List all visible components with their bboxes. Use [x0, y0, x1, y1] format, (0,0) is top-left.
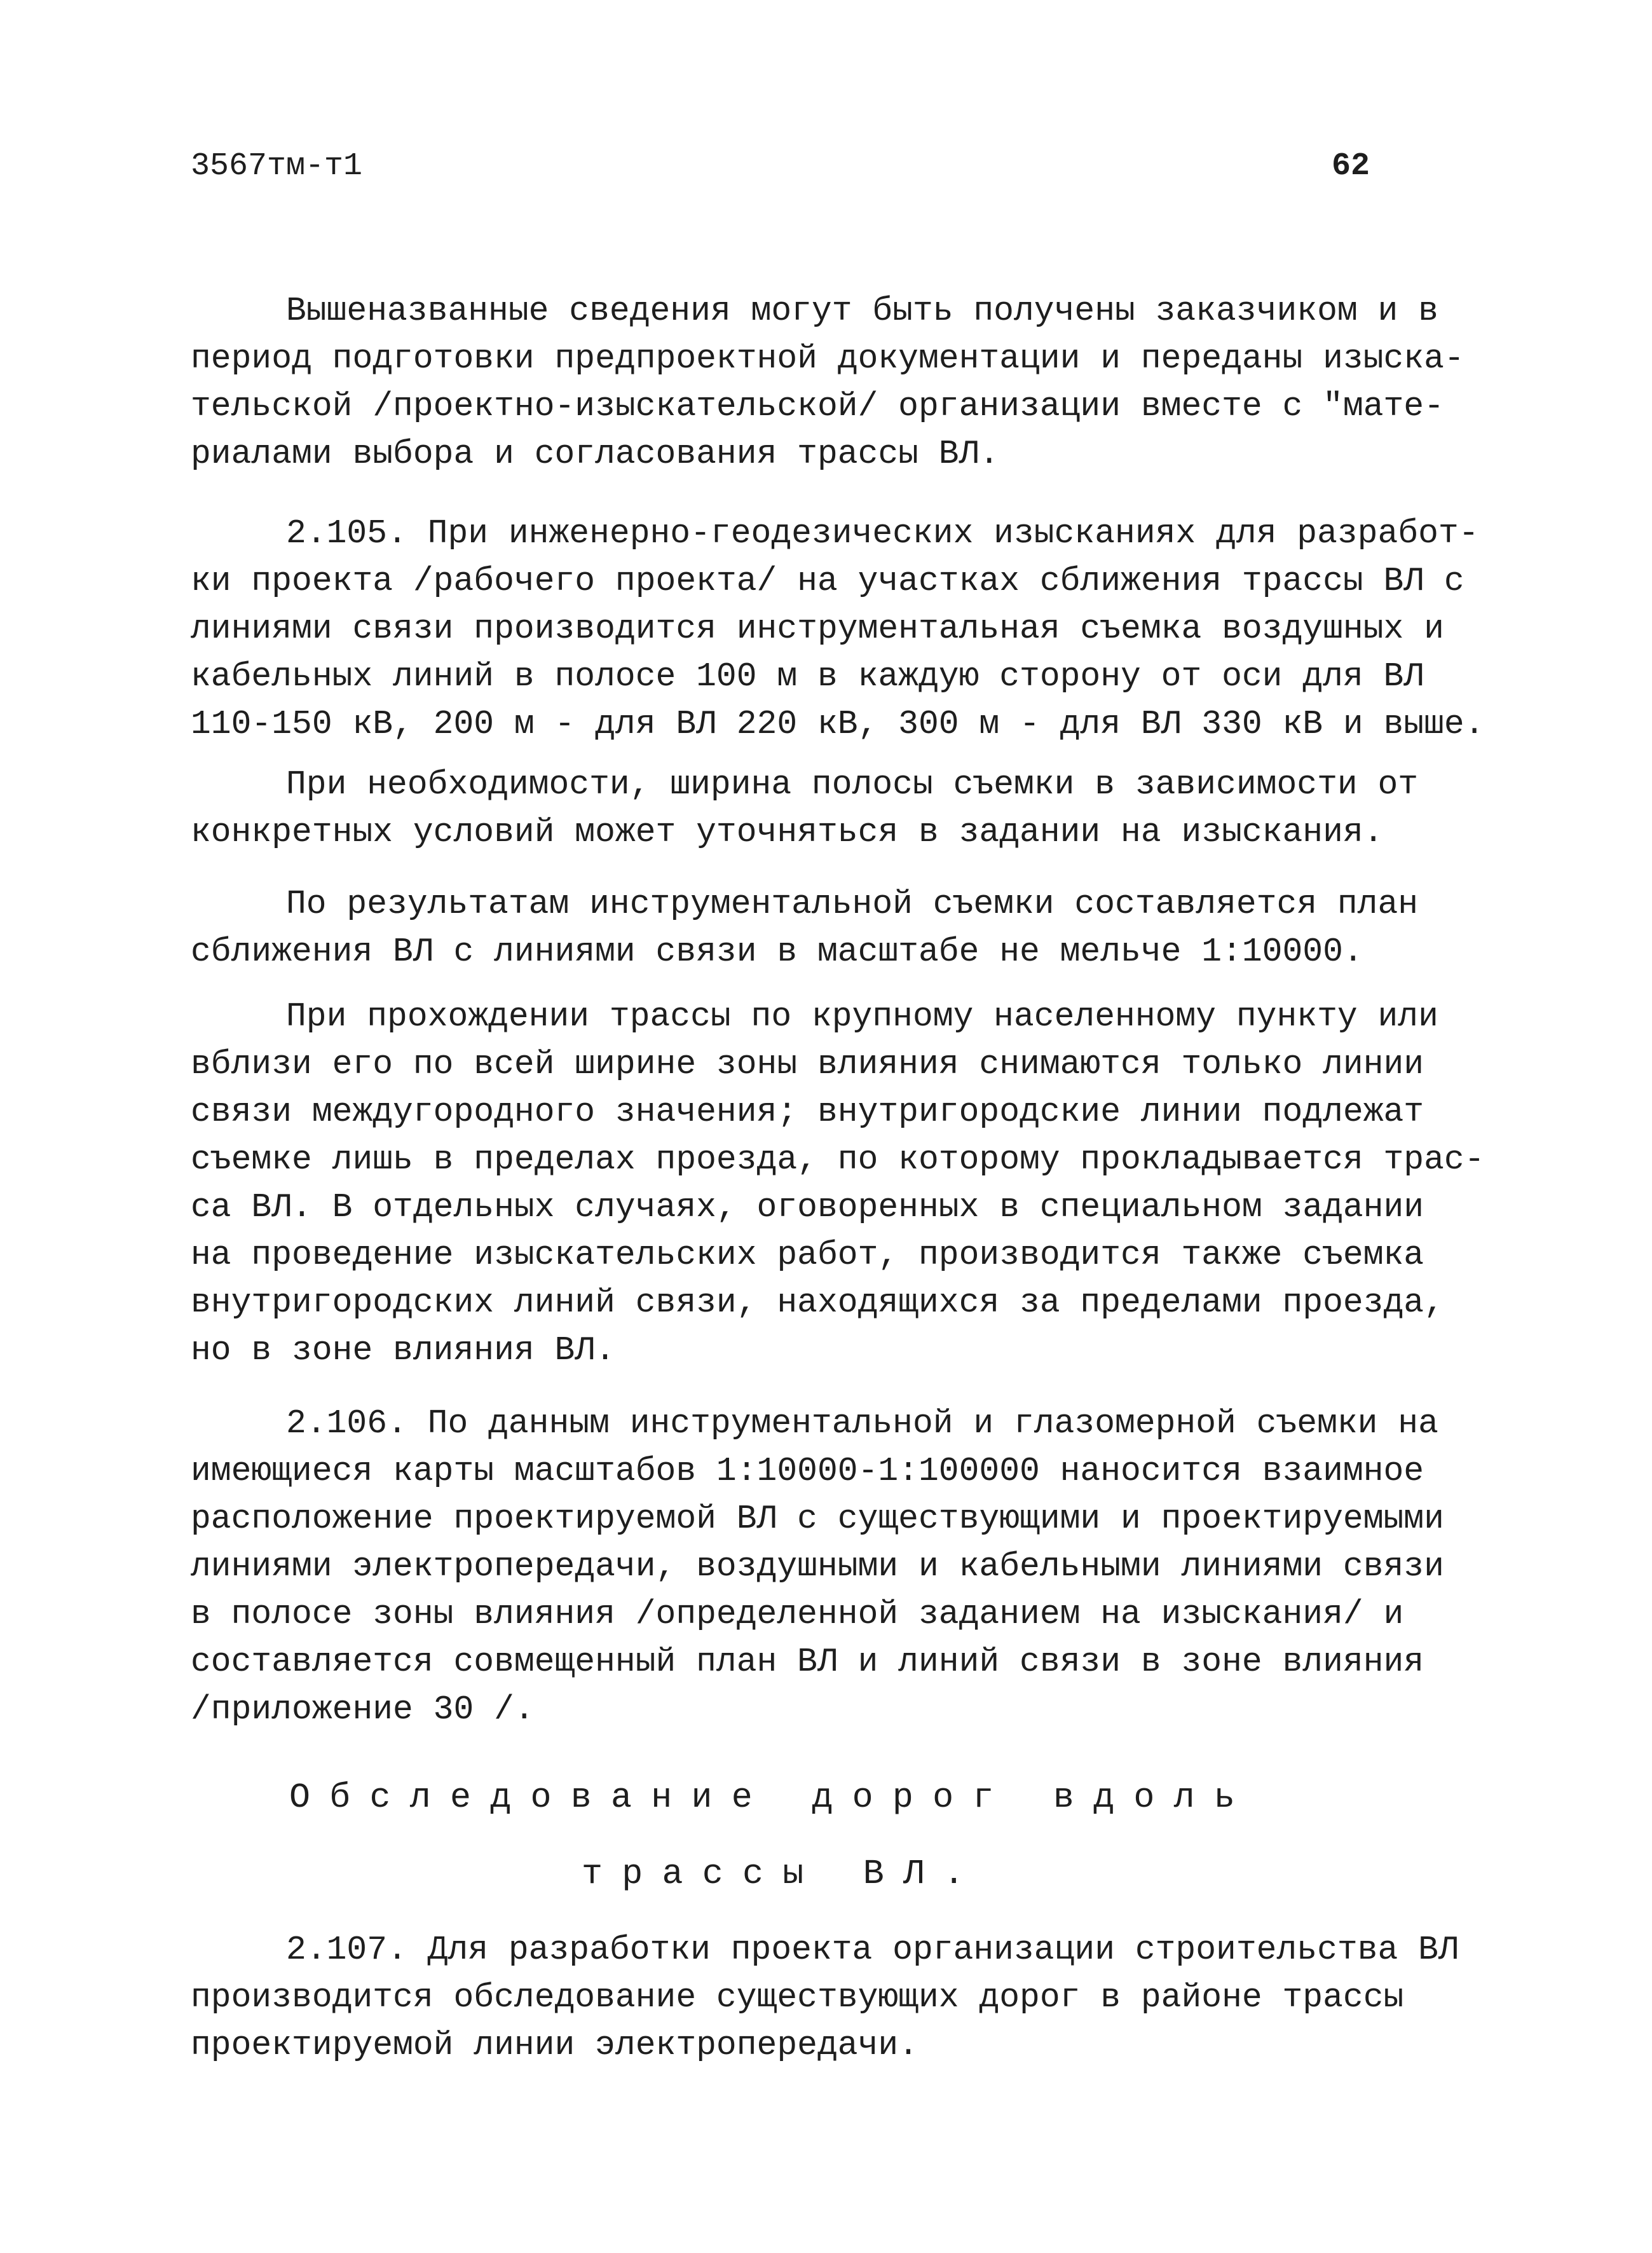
- text-line: конкретных условий может уточняться в задании на изыскания.: [191, 813, 1384, 851]
- text-line: связи междугородного значения; внутригородские линии подлежат: [191, 1093, 1424, 1131]
- page-number: 62: [1332, 148, 1370, 184]
- paragraph-survey-plan: [191, 880, 1430, 976]
- text-line: кабельных линий в полосе 100 м в каждую сторону от оси для ВЛ: [191, 657, 1424, 695]
- text-line: производится обследование существующих дорог в районе трассы: [191, 1978, 1404, 2017]
- text-line: Вышеназванные сведения могут быть получены заказчиком и в: [286, 292, 1438, 330]
- text-line: /приложение 30 /.: [191, 1690, 535, 1729]
- text-line: вблизи его по всей ширине зоны влияния снимаются только линии: [191, 1045, 1424, 1083]
- paragraph-settlement: [191, 993, 1485, 1374]
- text-line: 2.107. Для разработки проекта организации строительства ВЛ: [286, 1931, 1459, 1969]
- text-line: но в зоне влияния ВЛ.: [191, 1331, 615, 1369]
- text-line: линиями электропередачи, воздушными и кабельными линиями связи: [191, 1547, 1444, 1585]
- text-line: са ВЛ. В отдельных случаях, оговоренных в специальном задании: [191, 1188, 1424, 1226]
- paragraph-2-105: [191, 510, 1485, 748]
- text-line: проектируемой линии электропередачи.: [191, 2026, 918, 2064]
- text-line: При необходимости, ширина полосы съемки в зависимости от: [286, 765, 1419, 804]
- text-line: 110-150 кВ, 200 м - для ВЛ 220 кВ, 300 м - для ВЛ 330 кВ и выше.: [191, 705, 1485, 743]
- text-line: тельской /проектно-изыскательской/ организации вместе с "мате-: [191, 387, 1444, 425]
- text-line: сближения ВЛ с линиями связи в масштабе не мельче 1:10000.: [191, 933, 1363, 971]
- text-line: на проведение изыскательских работ, производится также съемка: [191, 1236, 1424, 1274]
- text-line: 2.105. При инженерно-геодезических изысканиях для разработ-: [286, 514, 1479, 552]
- text-line: съемке лишь в пределах проезда, по которому прокладывается трас-: [191, 1140, 1485, 1179]
- section-heading-line2: трассы ВЛ.: [582, 1854, 984, 1894]
- text-line: ки проекта /рабочего проекта/ на участках сближения трассы ВЛ с: [191, 562, 1464, 600]
- text-line: По результатам инструментальной съемки составляется план: [286, 885, 1419, 923]
- document-code: 3567тм-т1: [191, 148, 363, 184]
- section-heading-line1: Обследование дорог вдоль: [289, 1777, 1255, 1818]
- paragraph-2-107: [191, 1926, 1459, 2069]
- paragraph-intro: [191, 287, 1464, 478]
- text-line: 2.106. По данным инструментальной и глазомерной съемки на: [286, 1404, 1438, 1442]
- text-line: период подготовки предпроектной документации и переданы изыска-: [191, 339, 1464, 378]
- text-line: внутригородских линий связи, находящихся за пределами проезда,: [191, 1284, 1444, 1322]
- text-line: в полосе зоны влияния /определенной заданием на изыскания/ и: [191, 1595, 1404, 1633]
- text-line: риалами выбора и согласования трассы ВЛ.: [191, 435, 1000, 473]
- paragraph-2-106: [191, 1400, 1444, 1734]
- paragraph-survey-width: [191, 761, 1430, 856]
- text-line: линиями связи производится инструментальная съемка воздушных и: [191, 610, 1444, 648]
- text-line: составляется совмещенный план ВЛ и линий связи в зоне влияния: [191, 1643, 1424, 1681]
- text-line: имеющиеся карты масштабов 1:10000-1:100000 наносится взаимное: [191, 1452, 1424, 1490]
- text-line: При прохождении трассы по крупному населенному пункту или: [286, 997, 1438, 1036]
- text-line: расположение проектируемой ВЛ с существующими и проектируемыми: [191, 1500, 1444, 1538]
